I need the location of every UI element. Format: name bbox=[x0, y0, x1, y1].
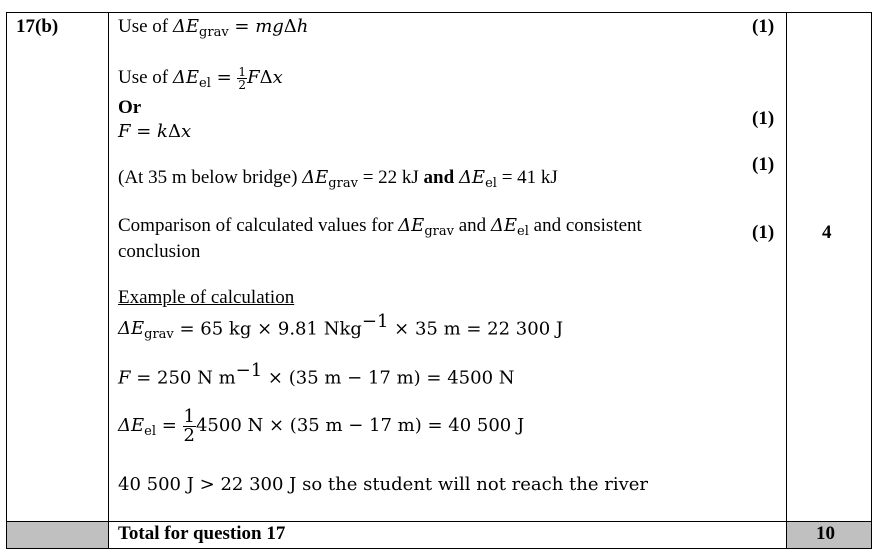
calc-elastic: $\Delta E_{el}$ = $\frac{1}{2}$ 4500 N × (35 m − 17 m) = 40 500 J bbox=[118, 406, 525, 446]
mark-1: (1) bbox=[752, 16, 775, 37]
total-label: Total for question 17 bbox=[118, 523, 286, 544]
mark-scheme-table bbox=[6, 12, 872, 549]
column-divider bbox=[786, 12, 787, 549]
answer-line-elastic: Use of $\Delta E_{el}$ = $\frac{1}{2}$ FΔx bbox=[118, 65, 283, 92]
total-value: 10 bbox=[816, 523, 835, 544]
row-divider bbox=[6, 521, 872, 522]
answer-line-grav: Use of $\Delta E_{grav} = mg\Delta h$ bbox=[118, 16, 309, 40]
mark-4: (1) bbox=[752, 222, 775, 243]
final-conclusion: 40 500 J > 22 300 J so the student will not reach the river bbox=[118, 474, 649, 495]
example-heading: Example of calculation bbox=[118, 287, 295, 308]
answer-line-values: (At 35 m below bridge) $\Delta E_{grav} = 22$ kJ and $\Delta E_{el} = 41$ kJ bbox=[118, 167, 558, 191]
calc-grav: $\Delta E_{grav} = 65$ kg × 9.81 Nkg$^{-1}$ × 35 m = 22 300 J bbox=[118, 311, 564, 343]
calc-force: F = 250 N $m^{-1} \times (35$ m − 17 m) = 4500 N bbox=[118, 360, 515, 389]
mark-3: (1) bbox=[752, 154, 775, 175]
answer-line-conclusion: conclusion bbox=[118, 241, 201, 262]
total-marks: 4 bbox=[822, 222, 832, 243]
column-divider bbox=[108, 12, 109, 549]
question-number: 17(b) bbox=[16, 16, 59, 37]
mark-2: (1) bbox=[752, 108, 775, 129]
or-label: Or bbox=[118, 97, 142, 118]
answer-line-hooke: F = kΔx bbox=[118, 121, 192, 142]
answer-line-comparison: Comparison of calculated values for $\Delta E_{grav}$ and $\Delta E_{el}$ and consistent bbox=[118, 215, 642, 239]
